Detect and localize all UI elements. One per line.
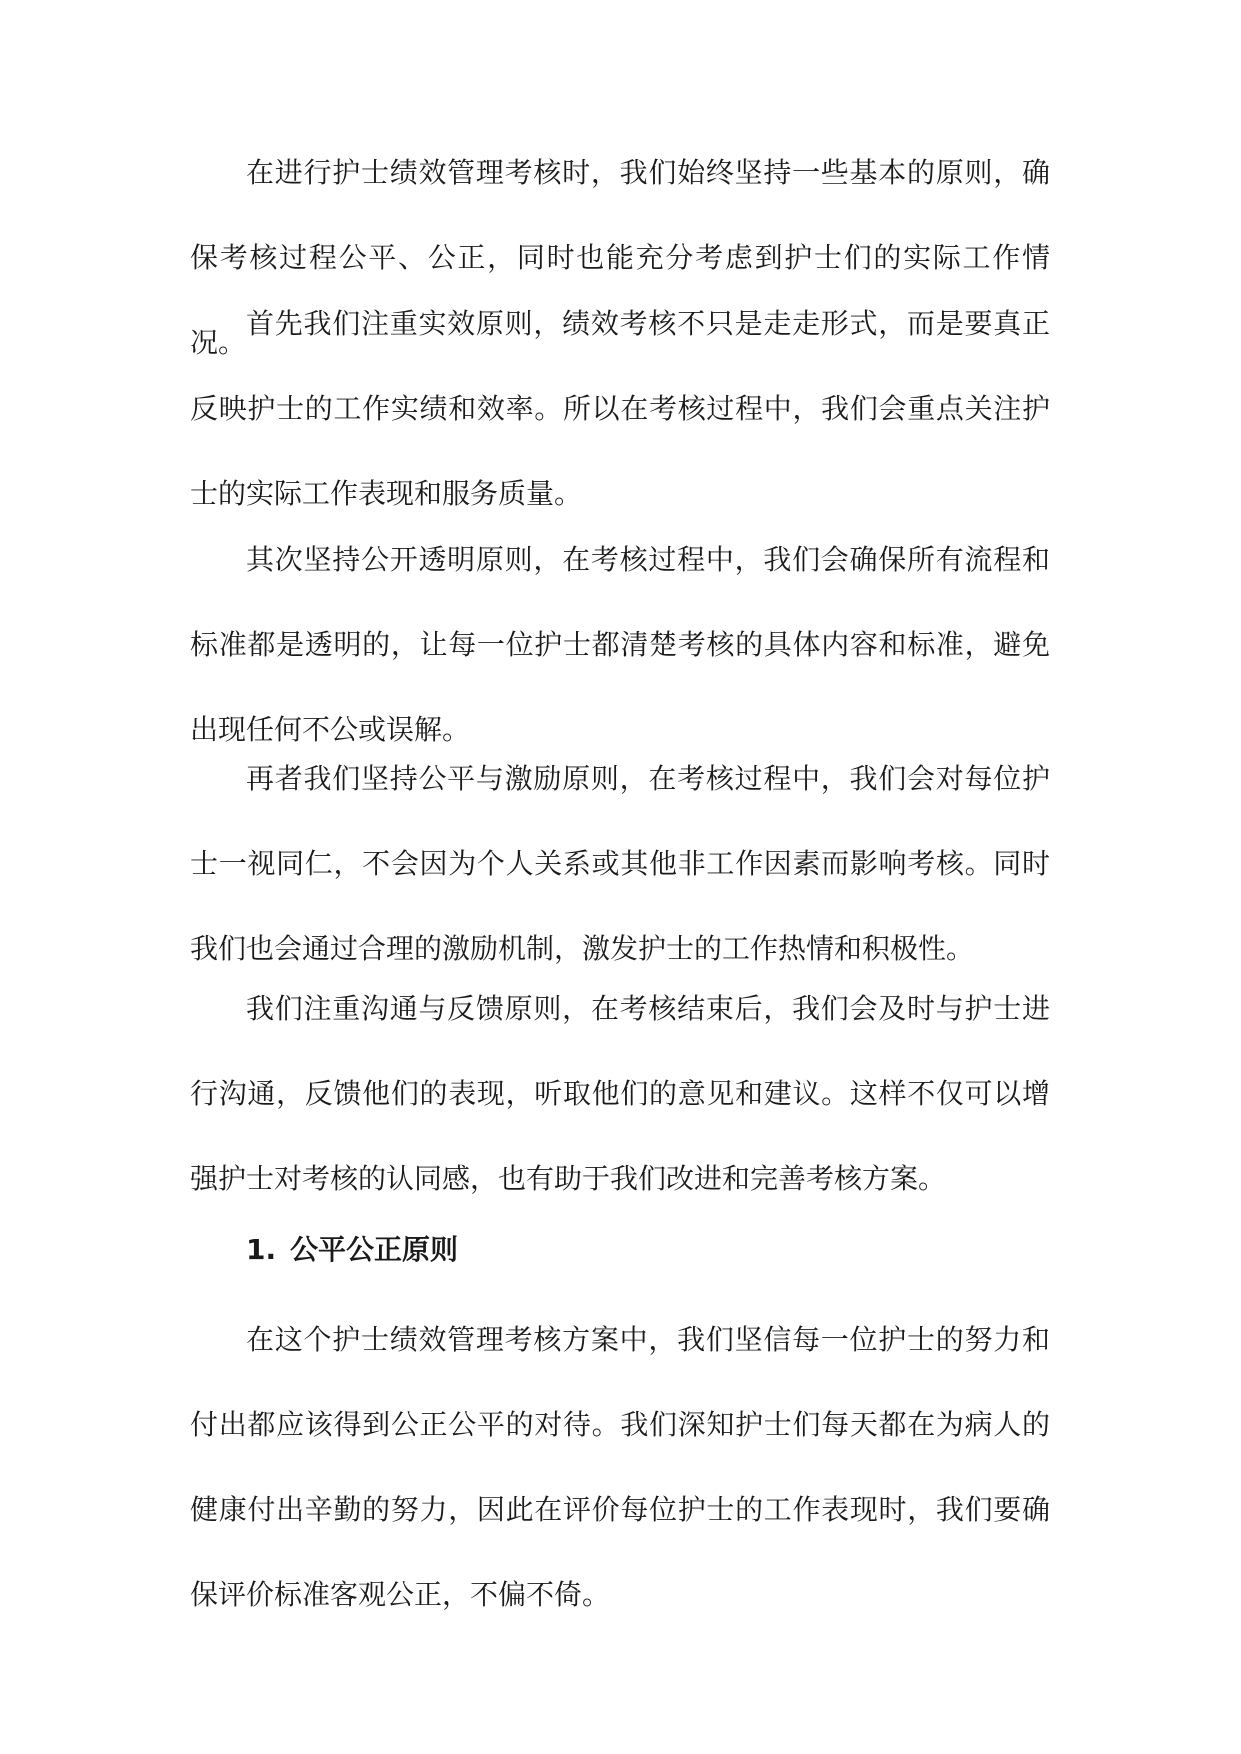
section-heading [246,1220,458,1280]
section-number: 1. [246,1233,277,1266]
transparency-paragraph: 其次坚持公开透明原则，在考核过程中，我们会确保所有流程和标准都是透明的，让每一位护士都清楚考核的具体内容和标准，避免出现任何不公或误解。 [190,543,1050,746]
communication-feedback-paragraph: 我们注重沟通与反馈原则，在考核结束后，我们会及时与护士进行沟通，反馈他们的表现，听取他们的意见和建议。这样不仅可以增强护士对考核的认同感，也有助于我们改进和完善考核方案。 [190,992,1050,1195]
fairness-incentive-paragraph: 再者我们坚持公平与激励原则，在考核过程中，我们会对每位护士一视同仁，不会因为个人关系或其他非工作因素而影响考核。同时我们也会通过合理的激励机制，激发护士的工作热情和积极性。 [190,762,1050,965]
section-paragraph: 在这个护士绩效管理考核方案中，我们坚信每一位护士的努力和付出都应该得到公正公平的对待。我们深知护士们每天都在为病人的健康付出辛勤的努力，因此在评价每位护士的工作表现时，我们要确保评价标准客观公正，不偏不倚。 [190,1323,1050,1611]
section-title: 公平公正原则 [290,1233,459,1266]
intro-paragraph: 在进行护士绩效管理考核时，我们始终坚持一些基本的原则，确保考核过程公平、公正，同时也能充分考虑到护士们的实际工作情况。 [190,156,1050,359]
effectiveness-paragraph: 首先我们注重实效原则，绩效考核不只是走走形式，而是要真正反映护士的工作实绩和效率。所以在考核过程中，我们会重点关注护士的实际工作表现和服务质量。 [190,307,1050,510]
